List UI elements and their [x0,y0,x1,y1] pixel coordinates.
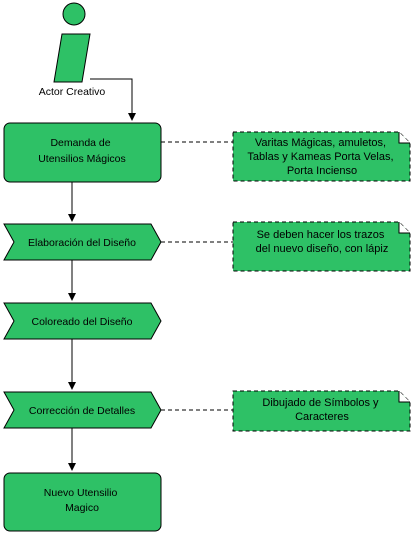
note-simbolos-text: Dibujado de Símbolos y Caracteres [262,397,379,423]
note-simbolos-fold-icon [399,391,410,402]
note-materiales-text: Varitas Mágicas, amuletos, Tablas y Kameas Porta Velas, Porta Incienso [247,137,394,177]
step-nuevo-label: Nuevo Utensilio Magico [43,487,118,514]
actor-label: Actor Creativo [38,86,106,98]
step-coloreado-label: Coloreado del Diseño [31,316,133,328]
step-demanda[interactable] [4,123,161,182]
actor-body-icon [54,34,90,82]
step-elaboracion[interactable] [4,224,161,260]
step-coloreado[interactable] [4,303,161,339]
step-demanda-label: Demanda de Utensilios Mágicos [38,137,126,165]
step-correccion[interactable] [4,392,161,428]
note-trazos-text: Se deben hacer los trazos del nuevo diseño, con lápiz [255,229,389,255]
note-simbolos[interactable] [233,391,410,431]
step-elaboracion-label: Elaboración del Diseño [28,237,136,249]
note-trazos[interactable] [233,222,410,271]
note-trazos-fold-icon [399,222,410,233]
note-materiales[interactable] [233,132,410,181]
step-nuevo[interactable] [4,473,161,531]
actor-creativo[interactable] [39,3,106,98]
step-correccion-label: Corrección de Detalles [28,405,136,417]
note-materiales-fold-icon [399,132,410,143]
actor-head-icon [63,3,85,25]
